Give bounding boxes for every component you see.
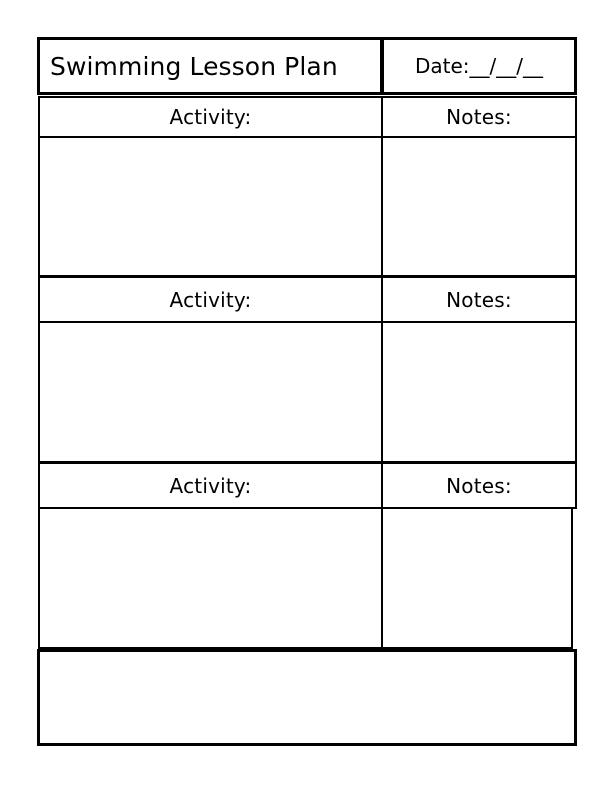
page-title-box bbox=[37, 37, 383, 95]
notes-header-2 bbox=[381, 276, 577, 323]
notes-field-1[interactable] bbox=[381, 136, 577, 277]
activity-header-1 bbox=[38, 96, 383, 138]
activity-field-3[interactable] bbox=[38, 507, 383, 649]
activity-label: Activity: bbox=[169, 287, 252, 312]
date-label: Date:__/__/__ bbox=[414, 54, 544, 78]
notes-header-1 bbox=[381, 96, 577, 138]
activity-field-2[interactable] bbox=[38, 321, 383, 463]
notes-header-3 bbox=[381, 462, 577, 509]
activity-header-2 bbox=[38, 276, 383, 323]
notes-field-2[interactable] bbox=[381, 321, 577, 463]
notes-field-3[interactable] bbox=[381, 507, 573, 649]
notes-label: Notes: bbox=[446, 287, 512, 312]
activity-label: Activity: bbox=[169, 105, 252, 129]
notes-label: Notes: bbox=[446, 105, 512, 129]
bottom-notes-field[interactable] bbox=[37, 649, 577, 746]
date-field[interactable] bbox=[381, 37, 577, 95]
notes-label: Notes: bbox=[446, 473, 512, 498]
activity-field-1[interactable] bbox=[38, 136, 383, 277]
page-title: Swimming Lesson Plan bbox=[50, 51, 338, 81]
activity-header-3 bbox=[38, 462, 383, 509]
activity-label: Activity: bbox=[169, 473, 252, 498]
